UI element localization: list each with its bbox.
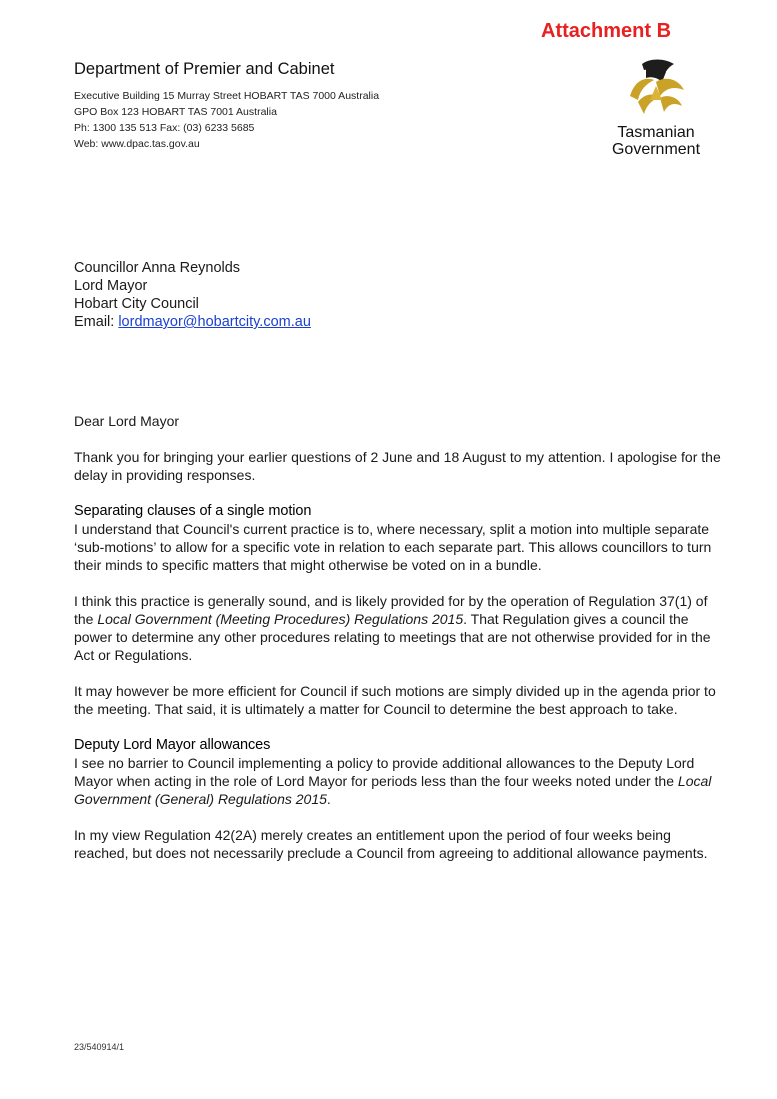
address-line: Executive Building 15 Murray Street HOBART TAS 7000 Australia bbox=[74, 90, 380, 102]
email-label: Email: bbox=[74, 314, 119, 330]
logo-wordmark bbox=[598, 124, 714, 158]
recipient-organisation: Hobart City Council bbox=[74, 296, 199, 312]
recipient-email-line bbox=[74, 313, 311, 331]
tasmanian-government-logo bbox=[598, 56, 714, 164]
section1-paragraph-3: It may however be more efficient for Council if such motions are simply divided up in the agenda prior to the meeting. That said, it is ultimately a matter for Council to determine the best approach to take. bbox=[74, 683, 716, 717]
letter-body bbox=[74, 412, 726, 880]
salutation: Dear Lord Mayor bbox=[74, 413, 180, 429]
section-heading: Deputy Lord Mayor allowances bbox=[74, 737, 271, 753]
email-link[interactable]: lordmayor@hobartcity.com.au bbox=[118, 314, 311, 330]
regulation-title: Local Government (General) Regulations 2015 bbox=[74, 773, 712, 807]
address-line: GPO Box 123 HOBART TAS 7001 Australia bbox=[74, 106, 277, 118]
text-run: I think this practice is generally sound, and is likely provided for by the operation of Regulation 37(1) of the bbox=[74, 593, 708, 627]
intro-paragraph: Thank you for bringing your earlier questions of 2 June and 18 August to my attention. I apologise for the delay in providing responses. bbox=[74, 449, 721, 483]
logo-line-2: Government bbox=[611, 141, 701, 158]
logo-line-1: Tasmanian bbox=[617, 124, 695, 141]
section2-paragraph-1 bbox=[74, 754, 726, 808]
address-line: Ph: 1300 135 513 Fax: (03) 6233 5685 bbox=[74, 122, 255, 134]
recipient-name: Councillor Anna Reynolds bbox=[74, 260, 241, 276]
address-line: Web: www.dpac.tas.gov.au bbox=[74, 138, 200, 150]
department-address bbox=[74, 88, 379, 152]
attachment-label: Attachment B bbox=[541, 20, 672, 42]
recipient-block bbox=[74, 259, 311, 331]
text-run: . bbox=[326, 791, 331, 807]
document-reference: 23/540914/1 bbox=[74, 1042, 125, 1052]
section1-paragraph-1: I understand that Council's current practice is to, where necessary, split a motion into multiple separate ‘sub-motions’ to allow for a specific vote in relation to each separate part. This allows councillors to turn their minds to specific matters that might otherwise be voted on in a bundle. bbox=[74, 521, 712, 573]
section-heading: Separating clauses of a single motion bbox=[74, 503, 312, 519]
recipient-role: Lord Mayor bbox=[74, 278, 148, 294]
thylacine-emblem-icon bbox=[624, 56, 688, 120]
regulation-title: Local Government (Meeting Procedures) Regulations 2015 bbox=[97, 611, 464, 627]
text-run: . That Regulation gives a council the power to determine any other procedures relating to meetings that are not otherwise provided for in the Act or Regulations. bbox=[74, 611, 711, 663]
text-run: I see no barrier to Council implementing a policy to provide additional allowances to the Deputy Lord Mayor when acting in the role of Lord Mayor for periods less than the four weeks noted under the bbox=[74, 755, 695, 789]
section1-paragraph-2 bbox=[74, 592, 726, 664]
section2-paragraph-2: In my view Regulation 42(2A) merely creates an entitlement upon the period of four weeks being reached, but does not necessarily preclude a Council from agreeing to additional allowance payments. bbox=[74, 827, 708, 861]
department-title: Department of Premier and Cabinet bbox=[74, 60, 335, 78]
